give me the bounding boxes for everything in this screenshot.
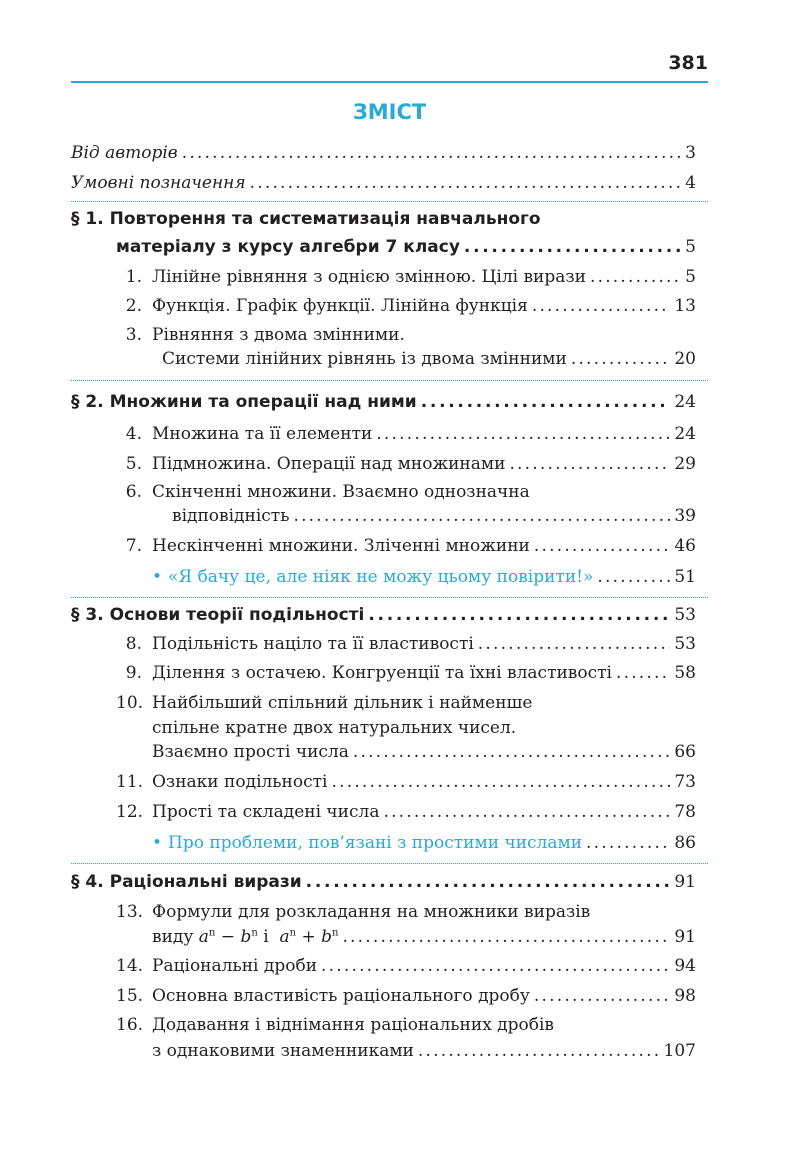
toc-entry-8[interactable]	[116, 633, 696, 655]
dot-leader	[534, 985, 670, 1007]
toc-entry-page: 5	[685, 267, 696, 287]
toc-entry-13-line1[interactable]: 13. Формули для розкладання на множники виразів	[116, 902, 591, 922]
dot-leader	[532, 295, 671, 317]
toc-entry-label: Умовні позначення	[71, 173, 246, 193]
toc-entry-label: • Про проблеми, пов’язані з простими числами	[152, 833, 583, 853]
toc-entry-page: 29	[674, 454, 696, 474]
toc-entry-label: матеріалу з курсу алгебри 7 класу	[116, 237, 460, 257]
toc-entry-2[interactable]	[116, 295, 696, 317]
toc-entry-label: 8. Подільність націло та її властивості	[125, 634, 474, 654]
toc-entry-page: 53	[674, 634, 696, 654]
toc-entry-legend[interactable]	[71, 172, 696, 194]
section-divider	[71, 597, 708, 598]
dot-leader	[383, 801, 670, 823]
toc-entry-page: 46	[674, 536, 696, 556]
bullet-icon: •	[152, 567, 163, 587]
toc-entry-label: 15. Основна властивість раціонального дробу	[116, 986, 530, 1006]
dot-leader	[597, 566, 670, 588]
toc-entry-extra-2[interactable]	[152, 566, 696, 588]
toc-entry-page: 39	[674, 506, 696, 526]
toc-entry-page: 4	[685, 173, 696, 193]
dot-leader	[418, 1040, 660, 1062]
toc-entry-6-line1[interactable]: 6. Скінченні множини. Взаємно однозначна	[125, 482, 530, 502]
page-number: 381	[668, 52, 708, 74]
dot-leader	[590, 266, 681, 288]
toc-title: ЗМІСТ	[352, 100, 427, 124]
toc-entry-label: 7. Нескінченні множини. Зліченні множини	[125, 536, 530, 556]
toc-entry-15[interactable]	[116, 985, 696, 1007]
toc-entry-7[interactable]	[116, 535, 696, 557]
toc-entry-10-line2[interactable]: спільне кратне двох натуральних чисел.	[152, 718, 517, 738]
toc-entry-3[interactable]	[162, 348, 696, 370]
dot-leader	[509, 453, 670, 475]
toc-entry-label: § 4. Раціональні вирази	[71, 872, 302, 892]
toc-entry-4[interactable]	[116, 423, 696, 445]
toc-entry-label: Взаємно прості числа	[152, 742, 349, 762]
toc-entry-10-line1[interactable]: 10. Найбільший спільний дільник і найменше	[116, 693, 533, 713]
toc-entry-label: 14. Раціональні дроби	[116, 956, 318, 976]
toc-entry-page: 53	[674, 605, 696, 625]
toc-entry-5[interactable]	[116, 453, 696, 475]
toc-entry-label: 9. Ділення з остачею. Конгруенції та їхні властивості	[125, 663, 612, 683]
toc-entry-page: 24	[674, 424, 696, 444]
dot-leader	[464, 236, 681, 258]
toc-entry-10[interactable]	[152, 741, 696, 763]
toc-entry-page: 107	[663, 1041, 696, 1061]
dot-leader	[421, 391, 671, 413]
math-var-b: b	[240, 927, 252, 947]
dot-leader	[293, 505, 670, 527]
dot-leader	[182, 142, 681, 164]
dot-leader	[534, 535, 670, 557]
toc-entry-authors[interactable]	[71, 142, 696, 164]
toc-entry-13[interactable]	[152, 926, 696, 948]
toc-entry-label: § 3. Основи теорії подільності	[71, 605, 365, 625]
section-divider	[71, 201, 708, 202]
toc-entry-16-line1[interactable]: 16. Додавання і віднімання раціональних дробів	[116, 1015, 555, 1035]
toc-entry-14[interactable]	[116, 955, 696, 977]
toc-entry-page: 94	[674, 956, 696, 976]
toc-entry-label: 5. Підмножина. Операції над множинами	[125, 454, 506, 474]
toc-entry-label: виду $a^n - b^n$ і $a^n + b^n$	[152, 927, 339, 947]
dot-leader	[376, 423, 670, 445]
dot-leader	[478, 633, 671, 655]
dot-leader	[306, 871, 671, 893]
section-divider	[71, 380, 708, 381]
toc-section-1[interactable]	[116, 236, 696, 258]
toc-entry-16[interactable]	[152, 1040, 696, 1062]
toc-entry-3-line1[interactable]: 3. Рівняння з двома змінними.	[125, 325, 405, 345]
toc-entry-label: 11. Ознаки подільності	[116, 772, 328, 792]
toc-entry-page: 24	[674, 392, 696, 412]
toc-entry-page: 66	[674, 742, 696, 762]
toc-entry-page: 5	[685, 237, 696, 257]
toc-entry-label: Від авторів	[71, 143, 178, 163]
toc-entry-page: 20	[674, 349, 696, 369]
dot-leader	[332, 771, 671, 793]
toc-entry-page: 51	[674, 567, 696, 587]
toc-entry-page: 78	[674, 802, 696, 822]
toc-entry-page: 13	[674, 296, 696, 316]
toc-entry-extra-3[interactable]	[152, 832, 696, 854]
toc-section-4[interactable]	[71, 871, 696, 893]
section-divider	[71, 863, 708, 864]
bullet-icon: •	[152, 833, 163, 853]
math-var-a: a	[198, 927, 209, 947]
toc-entry-page: 91	[674, 927, 696, 947]
toc-entry-page: 98	[674, 986, 696, 1006]
section-1-title[interactable]: § 1. Повторення та систематизація навчального	[71, 209, 541, 229]
toc-entry-1[interactable]	[116, 266, 696, 288]
dot-leader	[353, 741, 671, 763]
dot-leader	[250, 172, 682, 194]
toc-entry-6[interactable]	[172, 505, 696, 527]
toc-entry-label: 4. Множина та її елементи	[125, 424, 373, 444]
toc-entry-page: 73	[674, 772, 696, 792]
toc-entry-label: § 2. Множини та операції над ними	[71, 392, 417, 412]
toc-entry-label: з однаковими знаменниками	[152, 1041, 414, 1061]
toc-entry-label: • «Я бачу це, але ніяк не можу цьому повірити!»	[152, 567, 594, 587]
toc-entry-11[interactable]	[116, 771, 696, 793]
dot-leader	[368, 604, 670, 626]
toc-entry-label: Системи лінійних рівнянь із двома змінними	[162, 349, 567, 369]
dot-leader	[342, 926, 670, 948]
toc-entry-label: відповідність	[172, 506, 290, 526]
toc-entry-label: 2. Функція. Графік функції. Лінійна функція	[125, 296, 528, 316]
toc-entry-page: 91	[674, 872, 696, 892]
toc-entry-page: 86	[674, 833, 696, 853]
toc-entry-page: 3	[685, 143, 696, 163]
toc-entry-12[interactable]	[116, 801, 696, 823]
toc-entry-label: 12. Прості та складені числа	[116, 802, 380, 822]
dot-leader	[321, 955, 670, 977]
toc-entry-label: 1. Лінійне рівняння з однією змінною. Цілі вирази	[125, 267, 586, 287]
header-rule	[71, 81, 708, 83]
toc-entry-page: 58	[674, 663, 696, 683]
toc-entry-9[interactable]	[116, 662, 696, 684]
dot-leader	[616, 662, 670, 684]
dot-leader	[586, 832, 670, 854]
dot-leader	[571, 348, 671, 370]
toc-section-3[interactable]	[71, 604, 696, 626]
toc-section-2[interactable]	[71, 391, 696, 413]
